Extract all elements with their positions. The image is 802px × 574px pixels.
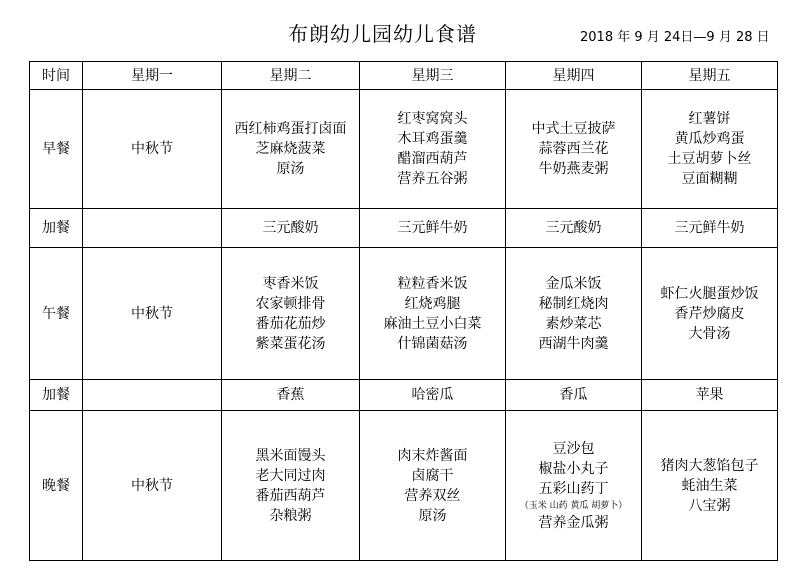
menu-cell — [360, 248, 506, 380]
menu-item: 芝麻烧菠菜 — [255, 141, 326, 157]
menu-item: 杂粮粥 — [269, 507, 312, 524]
menu-item: 秘制红烧肉 — [538, 295, 609, 312]
menu-cell-items — [506, 274, 641, 354]
menu-item: 什锦菌菇汤 — [397, 335, 468, 352]
menu-item: 红薯饼 — [688, 111, 731, 127]
menu-cell — [222, 380, 360, 411]
menu-item: 原汤 — [276, 161, 305, 177]
meal-label-cell: 早餐 — [30, 90, 83, 209]
menu-cell-items — [360, 109, 505, 189]
menu-cell-items — [222, 119, 359, 179]
menu-cell-items — [642, 456, 777, 516]
menu-item: 猪肉大葱馅包子 — [660, 457, 759, 474]
menu-cell — [83, 380, 222, 411]
menu-cell — [222, 90, 360, 209]
menu-cell — [642, 380, 778, 411]
breakfast-row — [30, 90, 778, 209]
menu-item: 蚝油生菜 — [681, 477, 738, 494]
header-day-tuesday: 星期二 — [222, 62, 360, 90]
menu-item: 原汤 — [418, 507, 447, 524]
menu-item: 老大同过肉 — [255, 467, 326, 484]
menu-item: 五彩山药丁 — [538, 480, 609, 497]
menu-item: 三元酸奶 — [262, 220, 319, 236]
menu-cell-items — [506, 119, 641, 179]
header-day-friday: 星期五 — [642, 62, 778, 90]
menu-cell — [360, 209, 506, 248]
menu-cell-items — [506, 218, 641, 238]
menu-item: 椒盐小丸子 — [538, 460, 609, 477]
menu-cell — [642, 248, 778, 380]
menu-cell-items — [642, 284, 777, 344]
menu-cell — [83, 90, 222, 209]
menu-item: 八宝粥 — [688, 497, 731, 514]
menu-item: 豆面糊糊 — [681, 171, 738, 187]
menu-item: 枣香米饭 — [262, 275, 319, 292]
lunch-row — [30, 248, 778, 380]
menu-cell-items — [222, 218, 359, 238]
menu-cell — [83, 209, 222, 248]
menu-cell-items — [83, 476, 221, 496]
menu-cell — [642, 90, 778, 209]
menu-cell-items — [360, 274, 505, 354]
header-row — [30, 62, 778, 90]
menu-item: 素炒菜芯 — [545, 315, 602, 332]
meal-label-cell: 午餐 — [30, 248, 83, 380]
menu-cell-items — [360, 385, 505, 405]
menu-item: 三元鲜牛奶 — [674, 220, 745, 236]
menu-item: 香芹炒腐皮 — [674, 305, 745, 322]
menu-item: 番茄花茄炒 — [255, 315, 326, 332]
menu-title: 布朗幼儿园幼儿食谱 — [288, 22, 477, 46]
menu-cell — [506, 248, 642, 380]
menu-item: 粒粒香米饭 — [397, 275, 468, 292]
menu-cell-items — [83, 304, 221, 324]
header-day-wednesday: 星期三 — [360, 62, 506, 90]
menu-item: 黄瓜炒鸡蛋 — [674, 131, 745, 147]
menu-item: 香瓜 — [559, 387, 588, 403]
meal-label-cell: 加餐 — [30, 209, 83, 248]
menu-item: 醋溜西葫芦 — [397, 151, 468, 167]
menu-item: 中秋节 — [131, 477, 173, 494]
menu-cell-items — [642, 109, 777, 189]
meal-label-cell: 晚餐 — [30, 411, 83, 561]
menu-item: 农家顿排骨 — [255, 295, 326, 312]
menu-cell — [360, 90, 506, 209]
menu-cell-items — [360, 446, 505, 526]
header-day-monday: 星期一 — [83, 62, 222, 90]
meal-label-cell: 加餐 — [30, 380, 83, 411]
header-day-thursday: 星期四 — [506, 62, 642, 90]
menu-item: 豆沙包 — [552, 440, 595, 457]
menu-item: 中式土豆披萨 — [531, 121, 616, 137]
menu-cell — [506, 380, 642, 411]
menu-cell — [222, 209, 360, 248]
menu-item: 营养金瓜粥 — [538, 514, 609, 531]
menu-cell — [506, 411, 642, 561]
menu-item: 营养双丝 — [404, 487, 461, 504]
morning-snack-row — [30, 209, 778, 248]
header-time-cell: 时间 — [30, 62, 83, 90]
menu-item: 西湖牛肉羹 — [538, 335, 609, 352]
dinner-row — [30, 411, 778, 561]
menu-item: 红烧鸡腿 — [404, 295, 461, 312]
menu-item: 肉末炸酱面 — [397, 447, 468, 464]
menu-item: 番茄西葫芦 — [255, 487, 326, 504]
menu-cell-items — [506, 385, 641, 405]
menu-cell — [506, 209, 642, 248]
menu-cell-items — [642, 385, 777, 405]
menu-item: 蒜蓉西兰花 — [538, 141, 609, 157]
date-range: 2018 年 9 月 24日—9 月 28 日 — [580, 30, 770, 45]
menu-item: 中秋节 — [131, 141, 173, 157]
menu-item: （玉米 山药 黄瓜 胡萝卜） — [519, 500, 628, 511]
menu-cell — [222, 248, 360, 380]
menu-cell — [83, 248, 222, 380]
menu-cell — [360, 380, 506, 411]
menu-cell-items — [83, 139, 221, 159]
menu-item: 麻油土豆小白菜 — [383, 315, 482, 332]
menu-cell — [642, 411, 778, 561]
menu-item: 苹果 — [695, 387, 724, 403]
menu-item: 大骨汤 — [688, 325, 731, 342]
menu-item: 牛奶燕麦粥 — [538, 161, 609, 177]
menu-cell — [360, 411, 506, 561]
menu-item: 西红柿鸡蛋打卤面 — [234, 121, 347, 137]
menu-cell-items — [360, 218, 505, 238]
menu-cell — [83, 411, 222, 561]
menu-item: 中秋节 — [131, 305, 173, 322]
menu-item: 卤腐干 — [411, 467, 454, 484]
menu-cell-items — [642, 218, 777, 238]
menu-item: 三元酸奶 — [545, 220, 602, 236]
menu-item: 虾仁火腿蛋炒饭 — [660, 285, 759, 302]
menu-cell — [222, 411, 360, 561]
menu-cell-items — [222, 274, 359, 354]
menu-cell-items — [506, 439, 641, 533]
menu-item: 紫菜蛋花汤 — [255, 335, 326, 352]
menu-cell-items — [222, 385, 359, 405]
weekly-menu-table — [29, 61, 778, 561]
menu-item: 黑米面馒头 — [255, 447, 326, 464]
menu-cell — [642, 209, 778, 248]
menu-item: 金瓜米饭 — [545, 275, 602, 292]
menu-cell-items — [222, 446, 359, 526]
menu-item: 哈密瓜 — [411, 387, 454, 403]
menu-item: 香蕉 — [276, 387, 305, 403]
menu-item: 土豆胡萝卜丝 — [667, 151, 752, 167]
menu-item: 木耳鸡蛋羹 — [397, 131, 468, 147]
menu-item: 三元鲜牛奶 — [397, 220, 468, 236]
afternoon-snack-row — [30, 380, 778, 411]
menu-item: 红枣窝窝头 — [397, 111, 468, 127]
menu-cell — [506, 90, 642, 209]
menu-item: 营养五谷粥 — [397, 171, 468, 187]
